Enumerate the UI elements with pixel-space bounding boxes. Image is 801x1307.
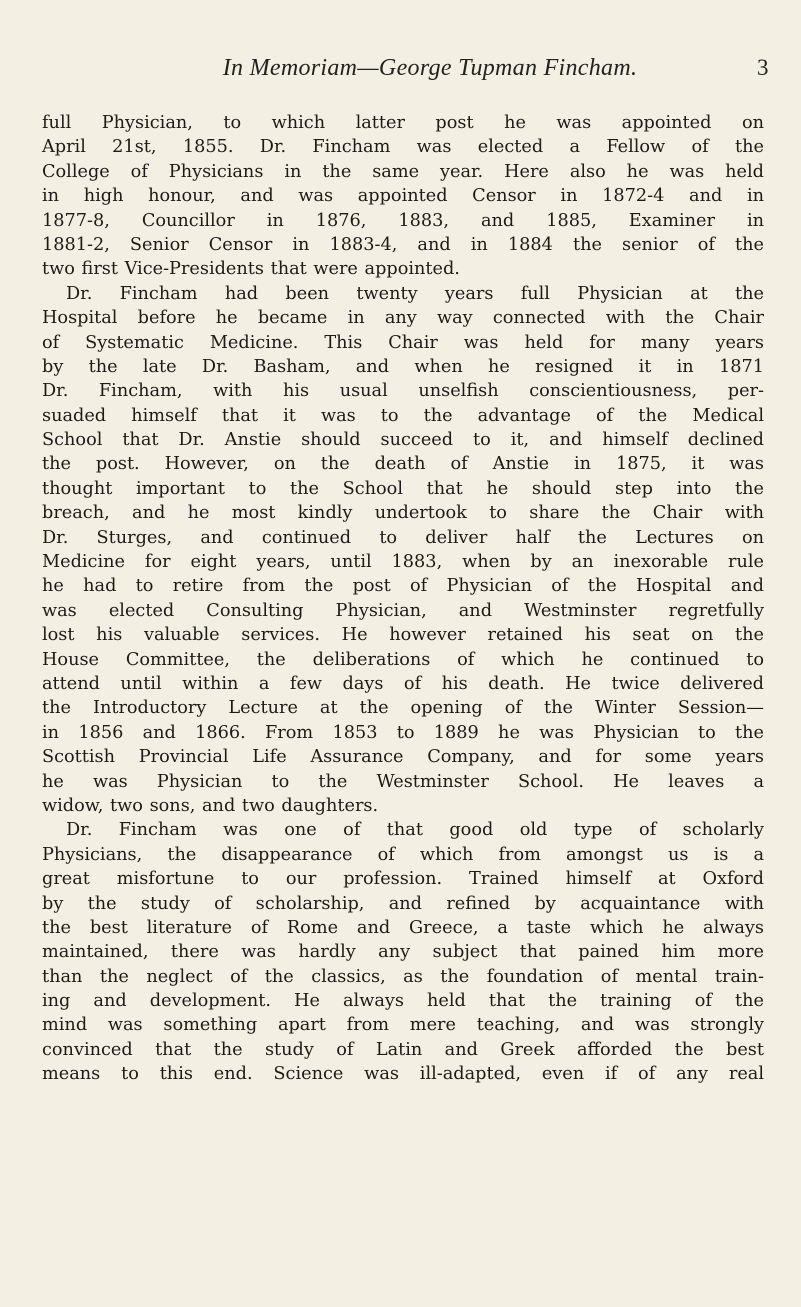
text-line: he was Physician to the Westminster School. He leaves a: [42, 771, 764, 792]
text-line: of Systematic Medicine. This Chair was held for many years: [42, 332, 764, 353]
text-line: Hospital before he became in any way connected with the Chair: [42, 308, 764, 329]
text-line: School that Dr. Anstie should succeed to it, and himself declined: [42, 430, 764, 451]
text-line: in 1856 and 1866. From 1853 to 1889 he was Physician to the: [42, 722, 764, 743]
text-line: great misfortune to our profession. Trained himself at Oxford: [42, 869, 764, 890]
text-line: breach, and he most kindly undertook to share the Chair with: [42, 503, 764, 524]
text-line: maintained, there was hardly any subject that pained him more: [42, 942, 764, 963]
text-line: by the late Dr. Basham, and when he resigned it in 1871: [42, 356, 764, 377]
text-line: the Introductory Lecture at the opening of the Winter Session—: [42, 698, 764, 719]
text-line: the post. However, on the death of Anstie in 1875, it was: [42, 454, 764, 475]
text-line: by the study of scholarship, and refined by acquaintance with: [42, 893, 764, 914]
text-line: attend until within a few days of his death. He twice delivered: [42, 673, 764, 694]
text-line: Physicians, the disappearance of which from amongst us is a: [42, 844, 764, 865]
text-line: Dr. Sturges, and continued to deliver half the Lectures on: [42, 527, 764, 548]
text-line: Dr. Fincham was one of that good old type of scholarly: [66, 820, 764, 841]
text-line: Dr. Fincham had been twenty years full Physician at the: [66, 283, 764, 304]
text-line: 1881-2, Senior Censor in 1883-4, and in 1884 the senior of the: [42, 234, 764, 255]
running-head: [0, 55, 801, 89]
text-line: convinced that the study of Latin and Greek afforded the best: [42, 1039, 764, 1060]
paragraph-3: [42, 818, 764, 1086]
running-title: In Memoriam—George Tupman Fincham.: [222, 55, 638, 81]
text-line: suaded himself that it was to the advantage of the Medical: [42, 405, 764, 426]
text-line: thought important to the School that he should step into the: [42, 478, 764, 499]
body-text: [42, 111, 764, 1087]
text-line: in high honour, and was appointed Censor in 1872-4 and in: [42, 186, 764, 207]
text-line: House Committee, the deliberations of which he continued to: [42, 649, 764, 670]
text-line: lost his valuable services. He however retained his seat on the: [42, 625, 764, 646]
text-line: College of Physicians in the same year. Here also he was held: [42, 161, 764, 182]
text-line: means to this end. Science was ill-adapted, even if of any real: [42, 1064, 764, 1085]
text-line: was elected Consulting Physician, and Westminster regretfully: [42, 600, 764, 621]
page-number: 3: [757, 55, 769, 80]
text-line: widow, two sons, and two daughters.: [42, 795, 379, 816]
paragraph-1: [42, 111, 764, 282]
text-line: Medicine for eight years, until 1883, when by an inexorable rule: [42, 552, 764, 573]
paragraph-2: [42, 282, 764, 819]
text-line: mind was something apart from mere teaching, and was strongly: [42, 1015, 764, 1036]
text-line: Dr. Fincham, with his usual unselfish conscientiousness, per-: [42, 381, 764, 402]
text-line: he had to retire from the post of Physician of the Hospital and: [42, 576, 764, 597]
text-line: 1877-8, Councillor in 1876, 1883, and 1885, Examiner in: [42, 210, 764, 231]
text-line: Scottish Provincial Life Assurance Company, and for some years: [42, 747, 764, 768]
text-line: full Physician, to which latter post he was appointed on: [42, 113, 764, 133]
text-line: April 21st, 1855. Dr. Fincham was elected a Fellow of the: [42, 137, 764, 158]
text-line: two first Vice-Presidents that were appointed.: [42, 259, 460, 280]
text-line: ing and development. He always held that the training of the: [42, 991, 764, 1012]
text-line: the best literature of Rome and Greece, a taste which he always: [42, 917, 764, 938]
text-line: than the neglect of the classics, as the foundation of mental train-: [42, 966, 764, 987]
